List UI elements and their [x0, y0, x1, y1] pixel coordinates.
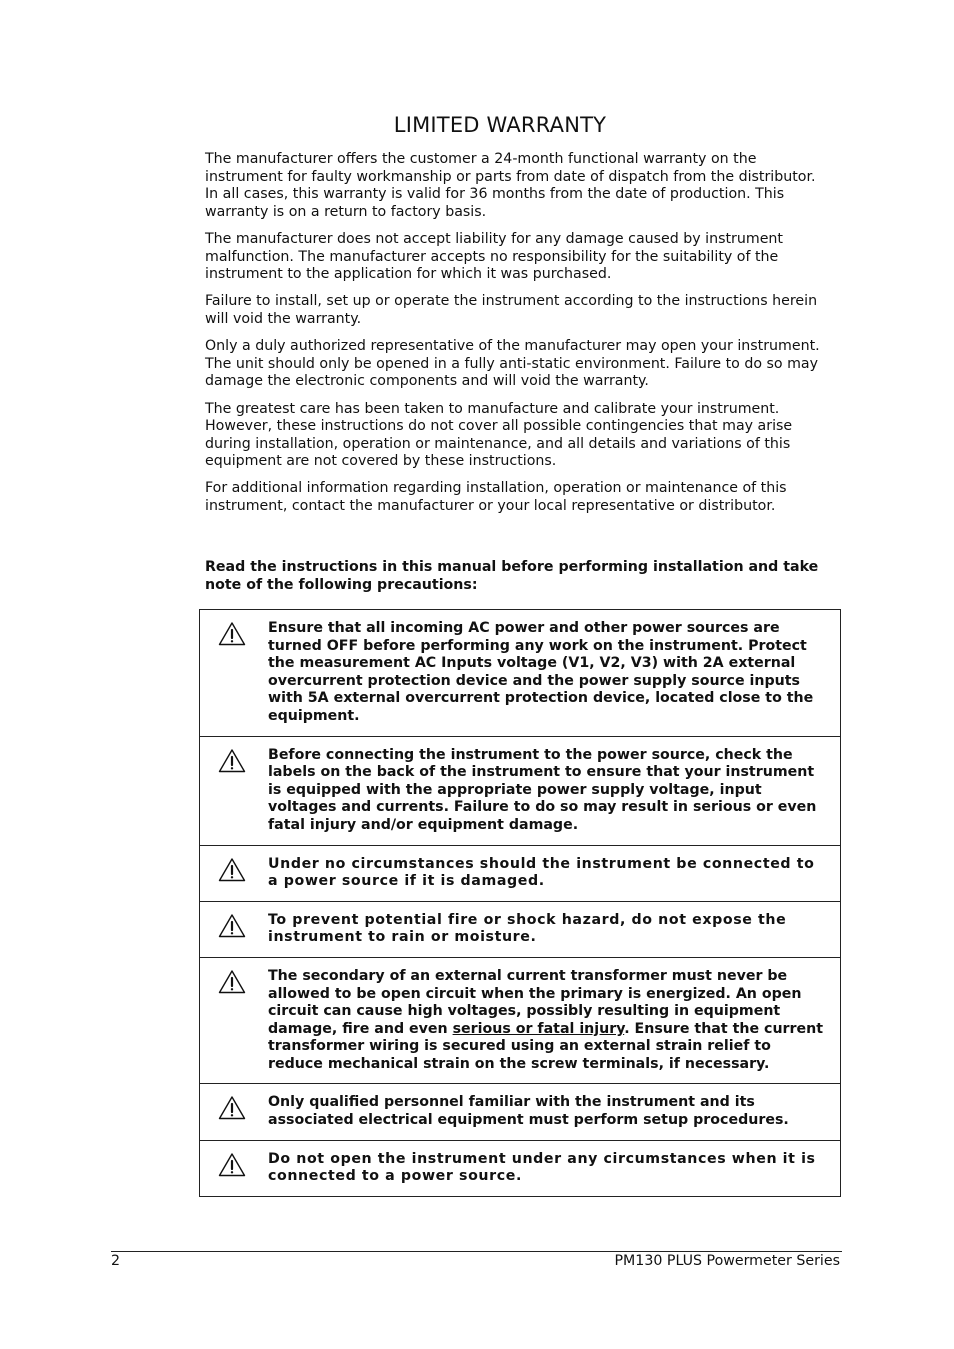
warning-triangle-icon	[200, 912, 268, 947]
warranty-paragraph: The manufacturer offers the customer a 24-month functional warranty on the instrument for faulty workmanship or parts from date of dispatch from the distributor. In all cases, this warranty is valid for 36 months from the date of production. This warranty is on a return to factory basis.	[205, 151, 816, 220]
warning-emphasis: serious or fatal injury	[452, 1020, 625, 1037]
warning-row	[200, 901, 840, 957]
warning-row	[200, 1083, 840, 1139]
footer-page-number: 2	[111, 1253, 121, 1269]
warning-triangle-icon	[200, 620, 268, 726]
warning-text: Ensure that all incoming AC power and other power sources are turned OFF before performing any work on the instrument. Protect the measurement AC Inputs voltage (V1, V2, V3) with 2A external overcurrent protection device and the power supply source inputs with 5A external overcurrent protection device, located close to the equipment.	[268, 620, 814, 724]
warning-text: Only qualified personnel familiar with the instrument and its associated electrical equipment must perform setup procedures.	[268, 1094, 789, 1129]
warning-triangle-icon	[200, 747, 268, 835]
warning-triangle-icon	[200, 1151, 268, 1186]
warning-triangle-icon	[200, 856, 268, 891]
warranty-paragraph: The manufacturer does not accept liability for any damage caused by instrument malfunction. The manufacturer accepts no responsibility for the suitability of the instrument to the application for which it was purchased.	[205, 230, 783, 283]
warning-row	[200, 957, 840, 1084]
warning-text	[268, 968, 830, 1074]
footer-divider	[111, 1251, 842, 1252]
warning-text: Under no circumstances should the instrument be connected to a power source if it is damaged.	[268, 855, 815, 890]
page-title: LIMITED WARRANTY	[393, 113, 607, 137]
warnings-table	[199, 609, 841, 1197]
warning-text-part: . Ensure that the current transformer wiring is secured using an external strain relief to reduce mechanical strain on the screw terminals, if necessary.	[268, 1020, 824, 1072]
warning-triangle-icon	[200, 1094, 268, 1129]
warranty-body	[205, 151, 825, 525]
warranty-paragraph: For additional information regarding installation, operation or maintenance of this instrument, contact the manufacturer or your local representative or distributor.	[205, 480, 787, 515]
warning-text: Before connecting the instrument to the power source, check the labels on the back of the instrument to ensure that your instrument is equipped with the appropriate power supply voltage, input voltages and currents. Failure to do so may result in serious or even fatal injury and/or equipment damage.	[268, 746, 817, 833]
warning-text: To prevent potential fire or shock hazard, do not expose the instrument to rain or moisture.	[268, 911, 787, 946]
warning-row	[200, 610, 840, 736]
warning-text: Do not open the instrument under any circumstances when it is connected to a power source.	[268, 1150, 816, 1185]
warning-row	[200, 736, 840, 845]
footer-doc-title: PM130 PLUS Powermeter Series	[614, 1253, 840, 1269]
warning-triangle-icon	[200, 968, 268, 1074]
warranty-paragraph: Failure to install, set up or operate the instrument according to the instructions herein will void the warranty.	[205, 293, 818, 327]
warning-text-part: The secondary of an external current transformer must never be allowed to be open circuit when the primary is energized. An open circuit can cause high voltages, possibly resulting in equipment damage, fire and even	[268, 967, 802, 1037]
warranty-paragraph: The greatest care has been taken to manufacture and calibrate your instrument. However, these instructions do not cover all possible contingencies that may arise during installation, operation or maintenance, and all details and variations of this equipment are not covered by these instructions.	[205, 400, 793, 470]
warning-row	[200, 1140, 840, 1196]
warranty-paragraph: Only a duly authorized representative of the manufacturer may open your instrument. The unit should only be opened in a fully anti-static environment. Failure to do so may damage the electronic components and will void the warranty.	[205, 338, 820, 390]
warning-row	[200, 845, 840, 901]
precaution-intro: Read the instructions in this manual before performing installation and take note of the following precautions:	[205, 559, 819, 593]
